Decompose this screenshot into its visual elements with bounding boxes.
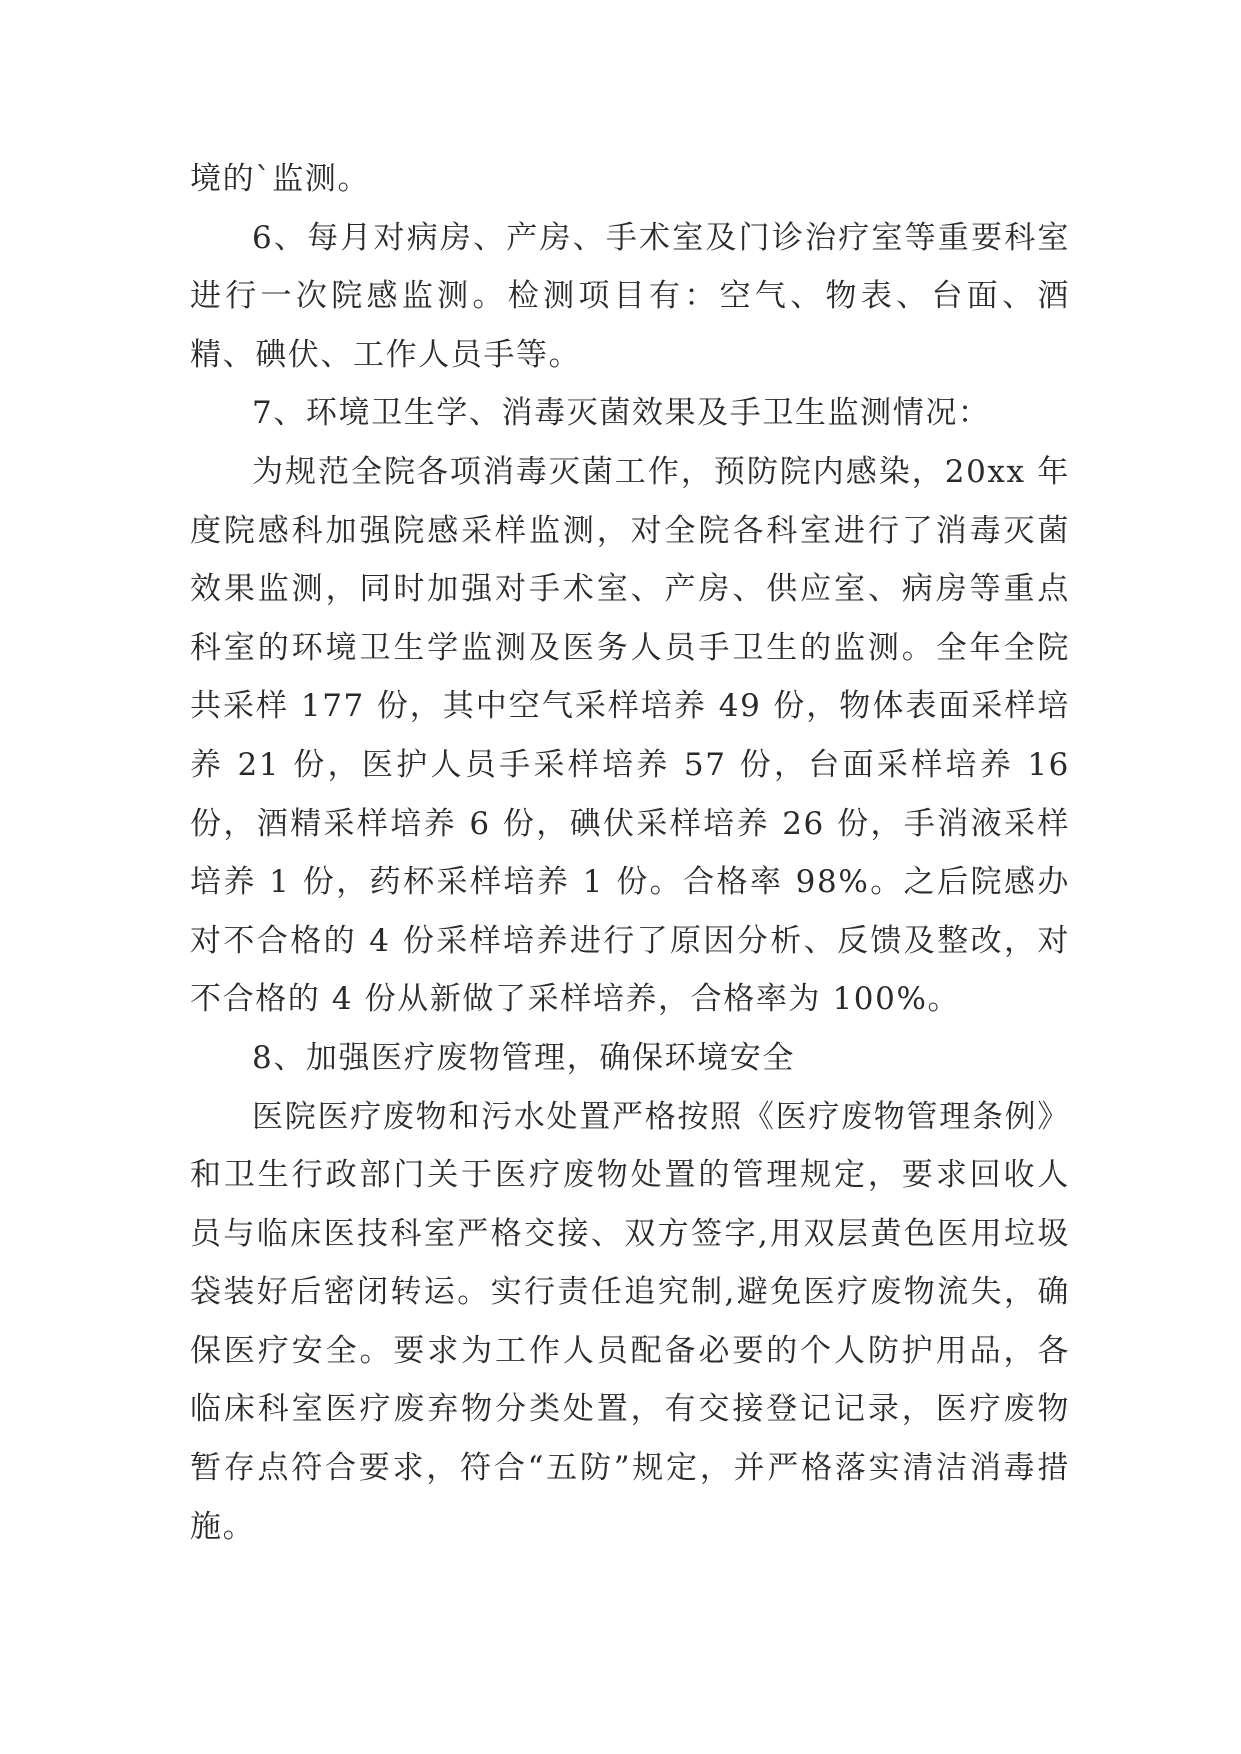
paragraph-item-7-heading: 7、环境卫生学、消毒灭菌效果及手卫生监测情况： xyxy=(252,395,991,432)
document-body xyxy=(190,150,1070,1556)
paragraph-continuation: 境的`监测。 xyxy=(190,161,371,197)
paragraph-medical-waste: 医院医疗废物和污水处置严格按照《医疗废物管理条例》和卫生行政部门关于医疗废物处置的管理规定，要求回收人员与临床医技科室严格交接、双方签字,用双层黄色医用垃圾袋装好后密闭转运。实行责任追究制,避免医疗废物流失，确保医疗安全。要求为工作人员配备必要的个人防护用品，各临床科室医疗废弃物分类处置，有交接登记记录，医疗废物暂存点符合要求，符合“五防”规定，并严格落实清洁消毒措施。 xyxy=(190,1098,1070,1545)
paragraph-sampling-results: 为规范全院各项消毒灭菌工作，预防院内感染，20xx 年度院感科加强院感采样监测，对全院各科室进行了消毒灭菌效果监测，同时加强对手术室、产房、供应室、病房等重点科室的环境卫生学监测及医务人员手卫生的监测。全年全院共采样 177 份，其中空气采样培养 49 份，物体表面采样培养 21 份，医护人员手采样培养 57 份，台面采样培养 16 份，酒精采样培养 6 份，碘伏采样培养 26 份，手消液采样培养 1 份，药杯采样培养 1 份。合格率 98%。之后院感办对不合格的 4 份采样培养进行了原因分析、反馈及整改，对不合格的 4 份从新做了采样培养，合格率为 100%。 xyxy=(190,453,1070,1018)
paragraph-item-8-heading: 8、加强医疗废物管理，确保环境安全 xyxy=(252,1039,795,1076)
paragraph-item-6: 6、每月对病房、产房、手术室及门诊治疗室等重要科室进行一次院感监测。检测项目有：空气、物表、台面、酒精、碘伏、工作人员手等。 xyxy=(190,219,1070,373)
